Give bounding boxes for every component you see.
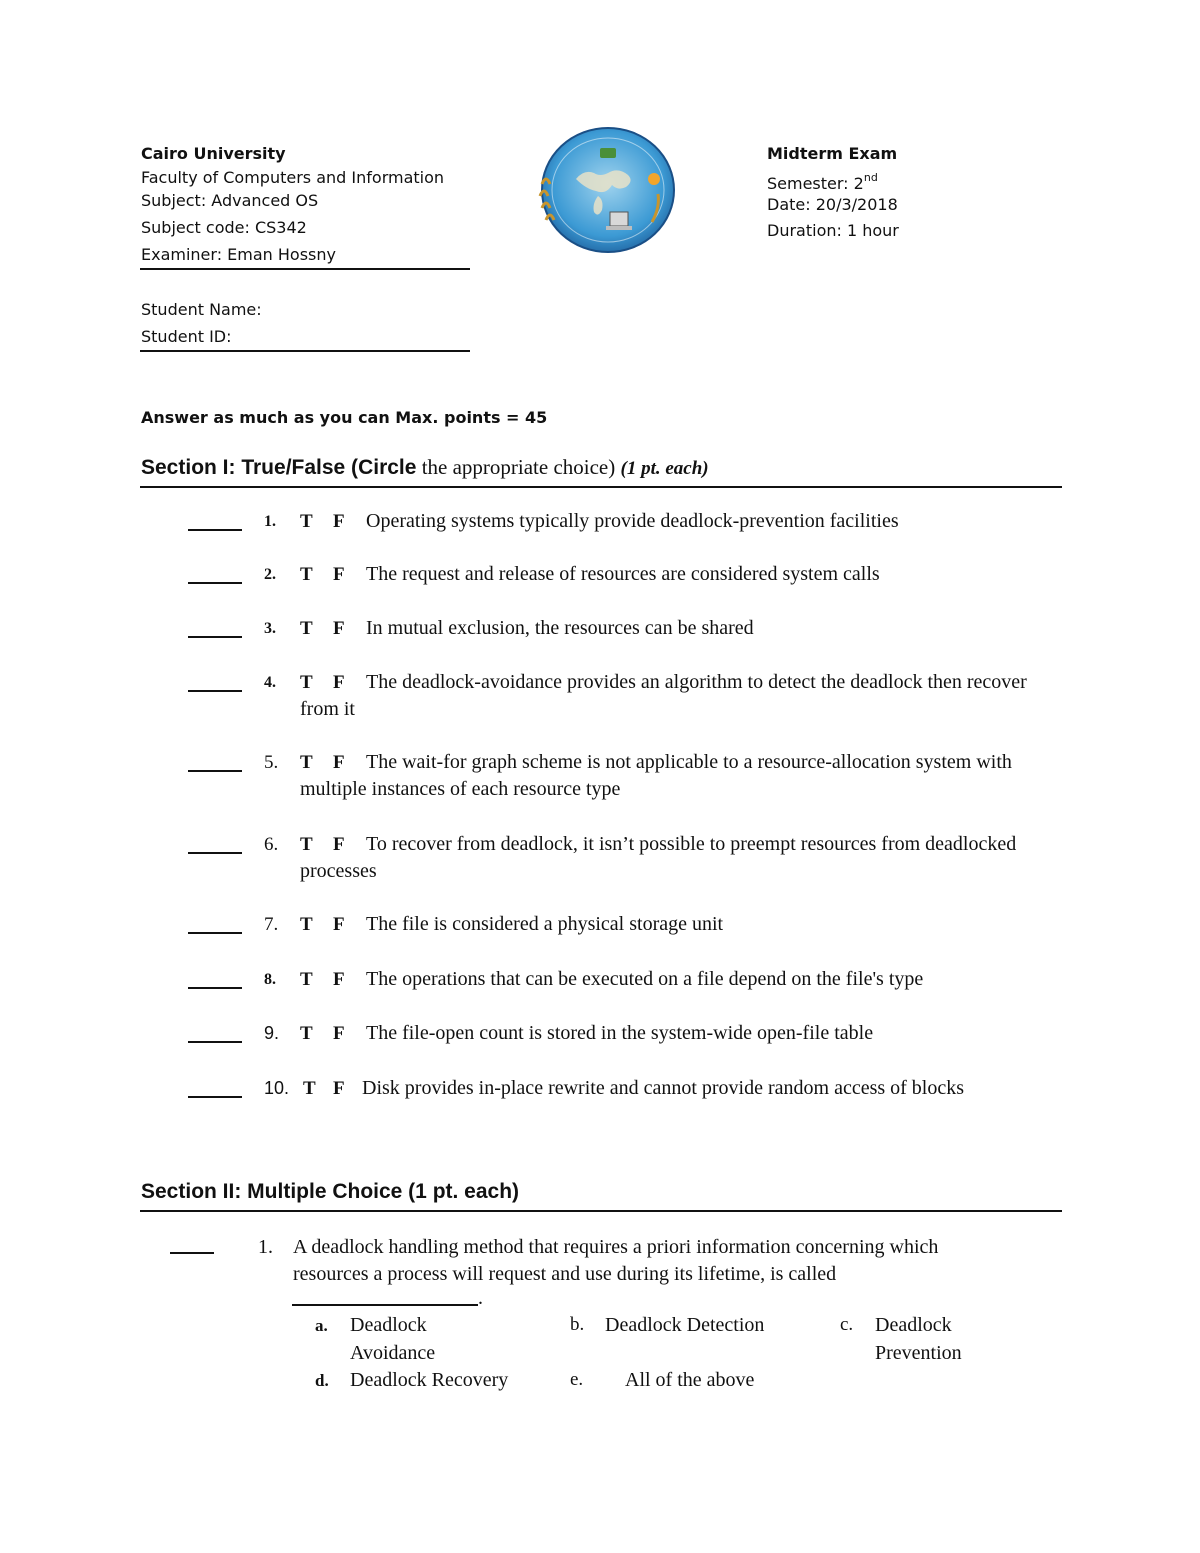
false-option[interactable]: F <box>333 752 345 773</box>
student-divider <box>140 350 470 352</box>
question-number: 3. <box>264 620 276 637</box>
answer-blank[interactable] <box>188 932 242 934</box>
exam-date: Date: 20/3/2018 <box>767 195 898 214</box>
subject-code-label: Subject code: CS342 <box>141 218 307 237</box>
question-text: The file-open count is stored in the system-wide open-file table <box>366 1022 874 1044</box>
option-b[interactable]: Deadlock Detection <box>605 1314 765 1336</box>
false-option[interactable]: F <box>333 1023 345 1044</box>
question-text: In mutual exclusion, the resources can be shared <box>366 617 754 639</box>
section1-title: Section I: True/False (Circle the appropriate choice) (1 pt. each) <box>141 455 709 479</box>
question-number: 6. <box>264 834 279 855</box>
true-option[interactable]: T <box>300 672 313 693</box>
section1-divider <box>140 486 1062 488</box>
question-number: 4. <box>264 674 276 691</box>
false-option[interactable]: F <box>333 969 345 990</box>
true-option[interactable]: T <box>300 564 313 585</box>
answer-blank[interactable] <box>188 1041 242 1043</box>
examiner-label: Examiner: Eman Hossny <box>141 245 336 264</box>
header-divider <box>140 268 470 270</box>
university-logo-icon <box>536 124 676 256</box>
true-option[interactable]: T <box>300 914 313 935</box>
answer-blank[interactable] <box>188 1096 242 1098</box>
question-text: To recover from deadlock, it isn’t possible to preempt resources from deadlocked processes <box>300 833 1017 882</box>
false-option[interactable]: F <box>333 564 345 585</box>
false-option[interactable]: F <box>333 672 345 693</box>
question-text: Operating systems typically provide deadlock-prevention facilities <box>366 510 899 532</box>
false-option[interactable]: F <box>333 618 345 639</box>
mc-answer-blank[interactable] <box>170 1252 214 1254</box>
answer-blank[interactable] <box>188 636 242 638</box>
question-number: 2. <box>264 566 276 583</box>
exam-duration: Duration: 1 hour <box>767 221 899 240</box>
mc-question-line1: A deadlock handling method that requires a priori information concerning which <box>293 1236 939 1258</box>
false-option[interactable]: F <box>333 914 345 935</box>
option-d[interactable]: Deadlock Recovery <box>350 1369 509 1391</box>
option-d-letter: d. <box>315 1371 329 1390</box>
answer-blank[interactable] <box>188 690 242 692</box>
option-c-letter: c. <box>840 1314 854 1335</box>
faculty-name: Faculty of Computers and Information <box>141 168 445 187</box>
answer-blank[interactable] <box>188 987 242 989</box>
false-option[interactable]: F <box>333 1078 345 1099</box>
true-option[interactable]: T <box>300 834 313 855</box>
question-text: The operations that can be executed on a file depend on the file's type <box>366 968 924 990</box>
true-option[interactable]: T <box>300 1023 313 1044</box>
answer-blank[interactable] <box>188 582 242 584</box>
section2-title: Section II: Multiple Choice (1 pt. each) <box>141 1180 520 1203</box>
question-text: Disk provides in-place rewrite and cannot provide random access of blocks <box>362 1077 965 1099</box>
option-e[interactable]: All of the above <box>625 1369 755 1391</box>
question-number: 8. <box>264 971 276 988</box>
true-option[interactable]: T <box>303 1078 316 1099</box>
question-number: 9. <box>264 1023 280 1043</box>
question-text: The file is considered a physical storage unit <box>366 913 724 935</box>
answer-blank[interactable] <box>188 852 242 854</box>
question-number: 7. <box>264 914 279 935</box>
answer-blank[interactable] <box>188 770 242 772</box>
mc-question-number: 1. <box>258 1236 273 1258</box>
question-text: The wait-for graph scheme is not applicable to a resource-allocation system with multiple instances of each resource type <box>300 751 1012 800</box>
option-b-letter: b. <box>570 1314 585 1335</box>
mc-question-period: . <box>478 1287 483 1309</box>
university-name: Cairo University <box>141 144 286 163</box>
question-text: The request and release of resources are considered system calls <box>366 563 880 585</box>
true-option[interactable]: T <box>300 511 313 532</box>
semester-label: Semester: 2nd <box>767 171 878 193</box>
question-text: The deadlock-avoidance provides an algorithm to detect the deadlock then recover from it <box>300 671 1027 720</box>
mc-question-line2: resources a process will request and use during its lifetime, is called <box>293 1263 837 1285</box>
student-name-label: Student Name: <box>141 300 262 319</box>
answer-blank[interactable] <box>188 529 242 531</box>
instructions: Answer as much as you can Max. points = 45 <box>141 408 548 427</box>
section2-divider <box>140 1210 1062 1212</box>
false-option[interactable]: F <box>333 834 345 855</box>
false-option[interactable]: F <box>333 511 345 532</box>
true-option[interactable]: T <box>300 969 313 990</box>
option-a-letter: a. <box>315 1316 328 1335</box>
true-option[interactable]: T <box>300 752 313 773</box>
question-number: 10. <box>264 1078 290 1098</box>
option-a[interactable]: Deadlock Avoidance <box>350 1314 436 1364</box>
question-number: 5. <box>264 752 279 773</box>
mc-fill-blank[interactable] <box>292 1304 478 1306</box>
question-number: 1. <box>264 513 276 530</box>
student-id-label: Student ID: <box>141 327 232 346</box>
true-option[interactable]: T <box>300 618 313 639</box>
exam-title: Midterm Exam <box>767 144 898 163</box>
subject-label: Subject: Advanced OS <box>141 191 319 210</box>
option-e-letter: e. <box>570 1369 584 1390</box>
option-c[interactable]: Deadlock Prevention <box>875 1314 962 1364</box>
